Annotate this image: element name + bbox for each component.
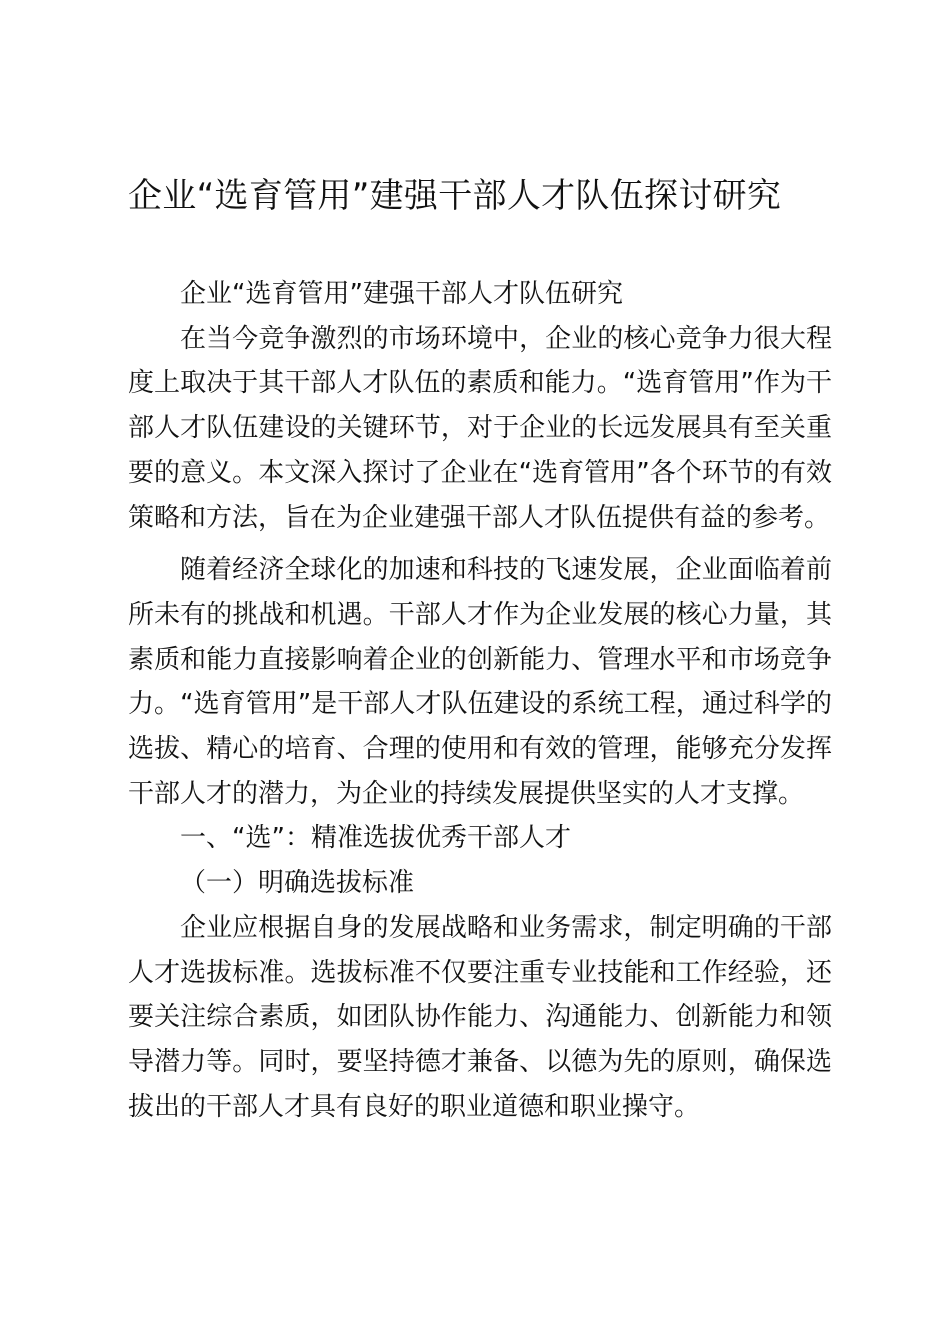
paragraph-subtitle: 企业“选育管用”建强干部人才队伍研究 — [180, 279, 623, 309]
paragraph-background: 随着经济全球化的加速和科技的飞速发展，企业面临着前所未有的挑战和机遇。干部人才作为企业发展的核心力量，其素质和能力直接影响着企业的创新能力、管理水平和市场竞争力。“选育管用”是干部人才队伍建设的系统工程，通过科学的选拔、精心的培育、合理的使用和有效的管理，能够充分发挥干部人才的潜力，为企业的持续发展提供坚实的人才支撑。 — [128, 555, 832, 809]
document-title: 企业“选育管用”建强干部人才队伍探讨研究 — [128, 176, 782, 216]
subsection-heading-criteria: （一）明确选拔标准 — [180, 868, 415, 899]
paragraph-intro: 在当今竞争激烈的市场环境中，企业的核心竞争力很大程度上取决于其干部人才队伍的素质和能力。“选育管用”作为干部人才队伍建设的关键环节，对于企业的长远发展具有至关重要的意义。本文深入探讨了企业在“选育管用”各个环节的有效策略和方法，旨在为企业建强干部人才队伍提供有益的参考。 — [128, 323, 832, 533]
paragraph-criteria: 企业应根据自身的发展战略和业务需求，制定明确的干部人才选拔标准。选拔标准不仅要注重专业技能和工作经验，还要关注综合素质，如团队协作能力、沟通能力、创新能力和领导潜力等。同时，要坚持德才兼备、以德为先的原则，确保选拔出的干部人才具有良好的职业道德和职业操守。 — [128, 912, 832, 1122]
document-body — [128, 272, 832, 1129]
section-heading-select: 一、“选”：精准选拔优秀干部人才 — [180, 823, 571, 854]
